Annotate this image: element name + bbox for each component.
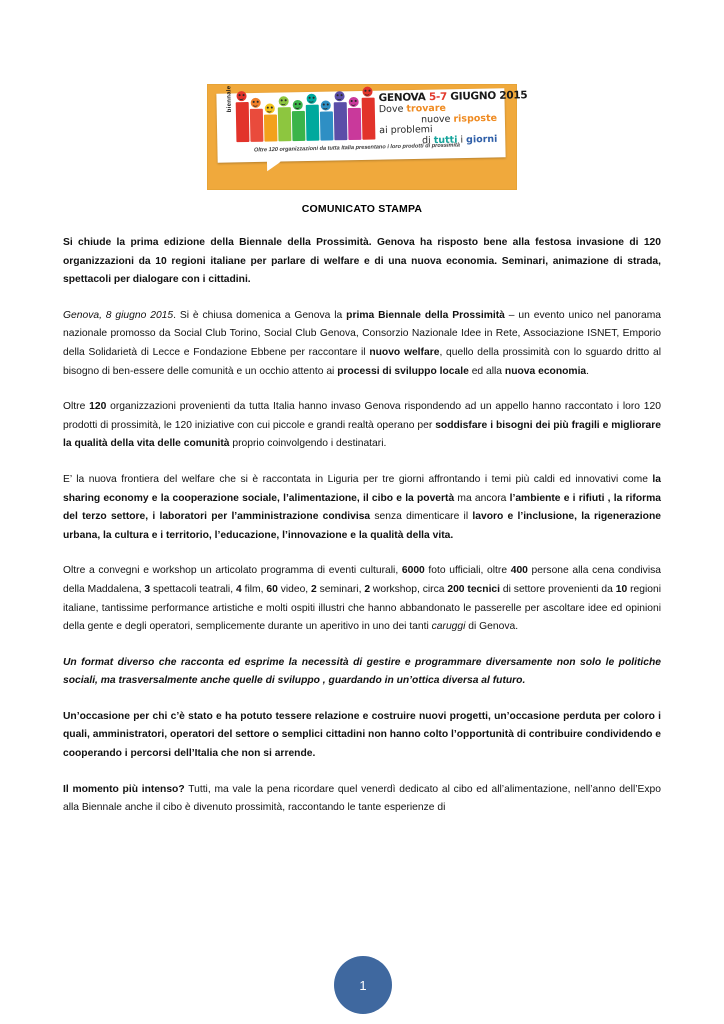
prossimita-logo	[225, 85, 374, 145]
banner-headline	[378, 89, 528, 147]
text-run: foto ufficiali, oltre	[424, 565, 511, 577]
logo-letter-bar	[362, 98, 376, 140]
text-run: 4	[235, 583, 242, 595]
text-run: 2	[364, 583, 371, 595]
paragraph-list	[63, 234, 661, 818]
text-run: proprio coinvolgendo i destinatari.	[229, 438, 387, 450]
slogan-trovare: trovare	[406, 102, 447, 115]
page-title: COMUNICATO STAMPA	[301, 203, 423, 215]
logo-letter-t	[348, 108, 362, 140]
text-run: 400	[510, 565, 528, 577]
text-run: . Si è chiusa domenica a Genova la	[173, 309, 347, 321]
logo-letter-bar	[236, 102, 250, 142]
slogan-i: i	[457, 133, 467, 146]
text-run: 10	[615, 583, 628, 595]
smiley-face-icon	[265, 103, 275, 113]
logo-letter-bar	[334, 102, 348, 140]
organizations-paragraph	[63, 398, 661, 454]
smiley-face-icon	[279, 96, 289, 106]
text-run: nuova economia	[504, 365, 587, 377]
logo-letter-bar	[264, 114, 278, 141]
text-run: caruggi	[431, 621, 466, 633]
text-run: Oltre a convegni e workshop un articolato programma di eventi culturali,	[63, 565, 402, 577]
text-run: ed alla	[468, 365, 505, 377]
smiley-face-icon	[349, 97, 359, 107]
text-run: soddisfare i bisogni dei più fragili e migliorare la qualità della vita delle comunità	[63, 419, 661, 450]
logo-letters	[236, 94, 376, 143]
text-run: 6000	[401, 565, 425, 577]
text-run: organizzazioni provenienti da tutta Italia hanno invaso Genova rispondendo ad un appello hanno raccontato i loro 120 prodotti di prossimità, le 120 iniziative con cui piccole e grandi realtà operano per	[63, 401, 661, 431]
text-run: l’ambiente e i rifiuti , la riforma del terzo settore, i laboratori per l’amministrazione condivisa	[63, 492, 661, 523]
text-run: Tutti, ma vale la pena ricordare quel venerdì dedicato al cibo ed all’alimentazione, nell’anno dell’Expo alla Biennale anche il cibo è divenuto prossimità, raccontando le tante esperienze di	[63, 783, 661, 814]
text-run: film,	[241, 583, 267, 595]
text-run: di settore provenienti da	[500, 583, 616, 595]
banner-tagline: Oltre 120 organizzazioni da tutta Italia presentano i loro prodotti di prossimità	[253, 142, 461, 154]
logo-letter-o	[264, 114, 278, 141]
banner-slogan-line-3: ai problemi	[379, 124, 433, 137]
dateline-paragraph	[63, 307, 661, 381]
text-run: persone alla cena condivisa della Maddalena,	[63, 565, 661, 595]
biennale-prossimita-banner	[207, 84, 528, 190]
text-run: seminari,	[316, 583, 365, 595]
text-run: 2	[311, 583, 317, 595]
logo-letter-i	[334, 102, 348, 140]
logo-letter-bar	[292, 111, 306, 141]
text-run: Oltre	[63, 401, 90, 413]
logo-letter-bar	[278, 107, 292, 141]
text-run: – un evento unico nel panorama nazionale promosso da Social Club Torino, Social Club Genova, Consorzio Nazionale Idee in Rete, Associazione ISNET, Emporio della Solidarietà di Lecce e Fondazione Ebbene per raccontare il	[63, 309, 662, 358]
page-number-badge	[334, 956, 392, 1014]
logo-letter-s	[292, 111, 306, 141]
text-run: 60	[266, 583, 278, 595]
logo-letter-s	[278, 107, 292, 141]
slogan-dove: Dove	[378, 103, 407, 116]
format-paragraph: Un format diverso che racconta ed esprime la necessità di gestire e programmare diversamente non solo le politiche sociali, ma trasversalmente anche quelle di sviluppo , guardando in un’ottica diversa al futuro.	[63, 656, 661, 687]
smiley-face-icon	[236, 91, 246, 101]
logo-letter-p	[236, 102, 250, 142]
smiley-face-icon	[334, 91, 344, 101]
text-run: di Genova.	[465, 621, 519, 633]
text-run: workshop, circa	[370, 583, 448, 595]
press-release-body	[63, 203, 661, 835]
text-run: E’ la nuova frontiera del welfare che si è raccontata in Liguria per tre giorni affrontando i temi più caldi ed innovativi come	[63, 473, 653, 485]
banner-days: 5-7	[428, 90, 448, 104]
smiley-face-icon	[307, 94, 317, 104]
smiley-face-icon	[293, 100, 303, 110]
logo-letter-m	[320, 111, 334, 140]
logo-letter-bar	[320, 111, 334, 140]
text-run: Genova, 8 giugno 2015	[63, 309, 174, 321]
logo-letter-bar	[348, 108, 362, 140]
text-run: spettacoli teatrali,	[150, 583, 236, 595]
slogan-nuove: nuove	[420, 113, 454, 125]
logo-letter-bar	[306, 105, 320, 141]
occasion-paragraph: Un’occasione per chi c’è stato e ha potuto tessere relazione e costruire nuovi progetti, un’occasione perduta per coloro i quali, amministratori, operatori del settore o semplici cittadini non hanno colto l’opportunità di contribuire condividendo e cooperando i percorsi dell’Italia che non si arrende.	[63, 710, 661, 760]
text-run: , quello della prossimità con lo sguardo dritto al bisogno di ben-essere delle comunità e un occhio attento ai	[63, 346, 662, 377]
numbers-paragraph	[63, 562, 661, 636]
smiley-face-icon	[321, 100, 331, 110]
slogan-risposte: risposte	[453, 112, 498, 125]
slogan-giorni: giorni	[465, 133, 498, 145]
text-run: regioni italiane, tantissime performance artistiche e molti ospiti illustri che hanno abbandonato le passerelle per ascoltare idee ed opinioni della gente e degli operatori, semplicemente durante un aperitivo in uno dei tanti	[63, 583, 661, 633]
lead-paragraph: Si chiude la prima edizione della Biennale della Prossimità. Genova ha risposto bene alla festosa invasione di 120 organizzazioni da 10 regioni italiane per parlare di welfare e di una nuova economia. Seminari, animazione di strada, spettacoli per dialogare con i cittadini.	[63, 237, 661, 286]
smiley-face-icon	[362, 87, 372, 97]
logo-letter-à	[362, 98, 376, 140]
logo-biennale-word: biennale	[226, 85, 233, 113]
moment-paragraph	[63, 781, 661, 818]
text-run: video,	[277, 583, 312, 595]
banner-slogan	[379, 103, 498, 147]
smiley-face-icon	[251, 98, 261, 108]
text-run: .	[586, 365, 590, 377]
logo-letter-i	[306, 105, 320, 141]
text-run: 120	[89, 401, 107, 413]
slogan-tutti: tutti	[433, 134, 458, 146]
text-run: senza dimenticare il	[370, 511, 473, 523]
text-run: la sharing economy e la cooperazione sociale, l’alimentazione, il cibo e la povertà	[63, 473, 661, 504]
text-run: processi di sviluppo locale	[337, 365, 469, 377]
text-run: prima Biennale della Prossimità	[346, 309, 505, 321]
logo-letter-bar	[250, 109, 264, 142]
themes-paragraph	[63, 471, 661, 545]
text-run: Il momento più intenso?	[63, 783, 185, 795]
banner-city: GENOVA	[378, 91, 430, 105]
text-run: ma ancora	[454, 492, 510, 504]
text-run: nuovo welfare	[369, 346, 440, 358]
page-number-label: 1	[359, 977, 367, 993]
text-run: lavoro e l’inclusione, la rigenerazione urbana, la cultura e i territorio, l’educazione, l’innovazione e la qualità della vita.	[63, 511, 661, 541]
logo-letter-r	[250, 109, 264, 142]
text-run: 200 tecnici	[447, 583, 501, 595]
slogan-di: di	[421, 134, 434, 146]
banner-speech-bubble-tail	[267, 154, 289, 171]
banner-month-year: GIUGNO 2015	[446, 89, 528, 103]
text-run: 3	[144, 583, 151, 595]
